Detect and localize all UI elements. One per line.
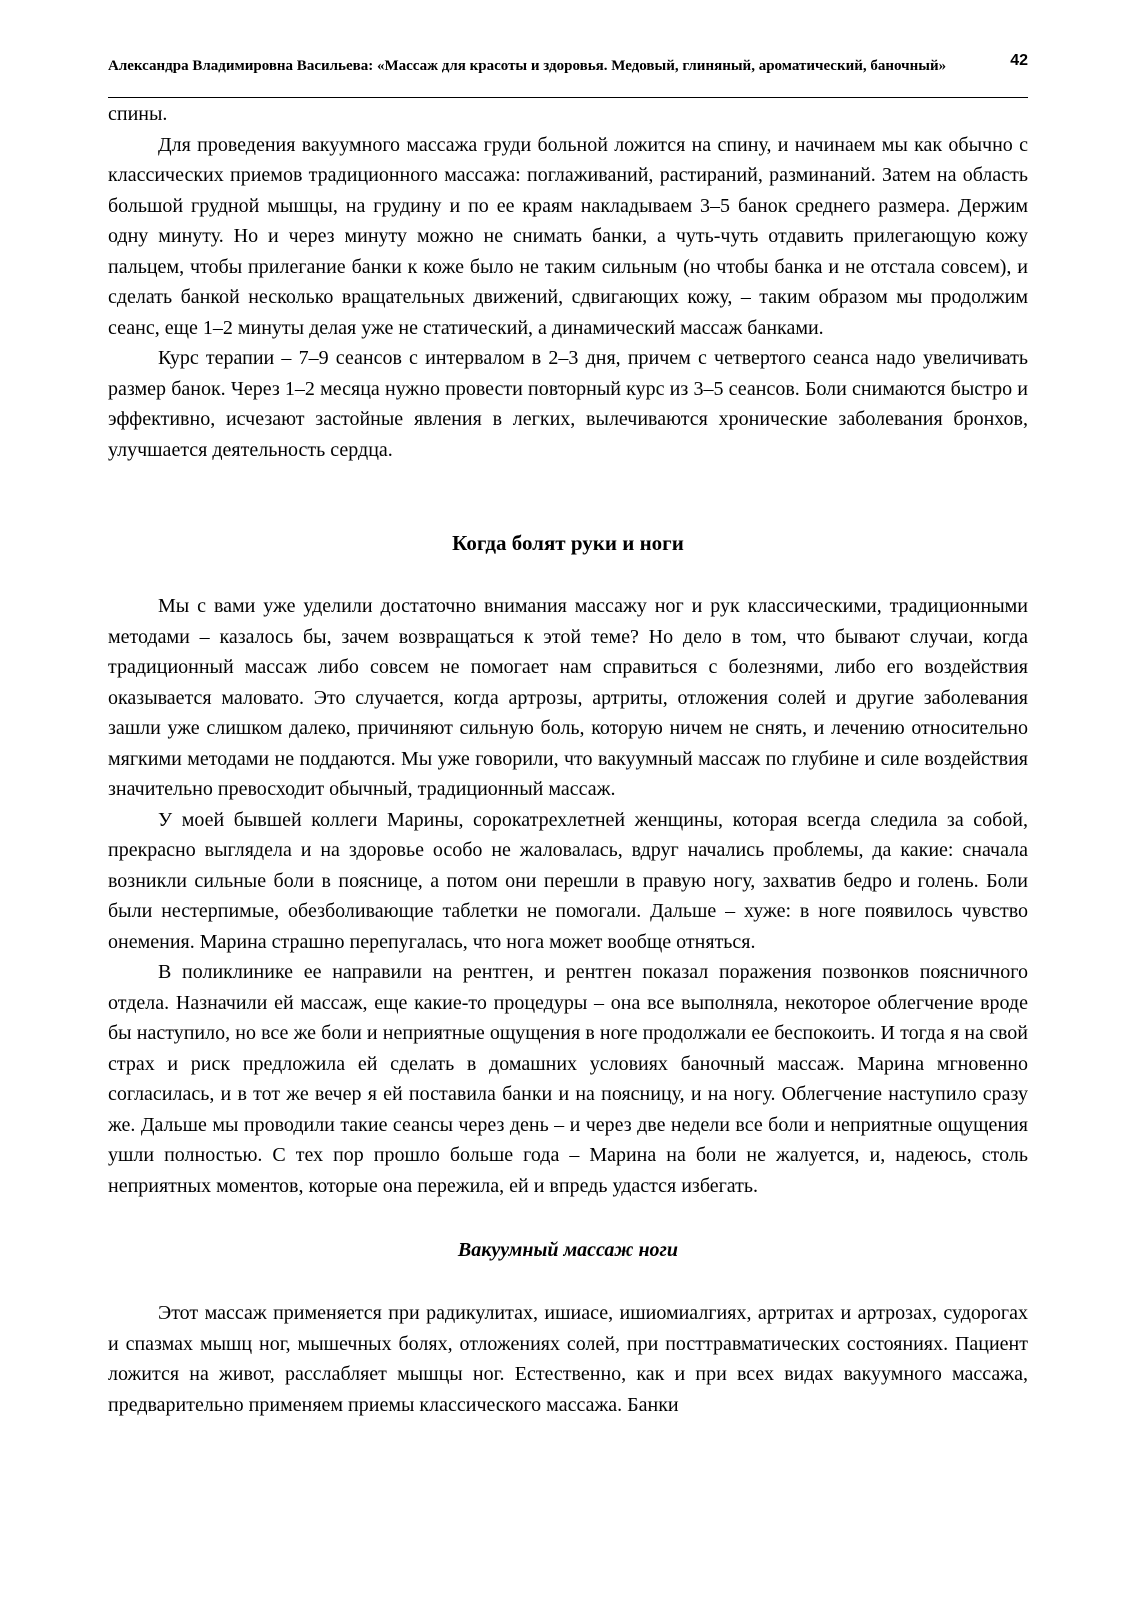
paragraph: Курс терапии – 7–9 сеансов с интервалом в 2–3 дня, причем с четвертого сеанса надо увеличивать размер банок. Через 1–2 месяца нужно провести повторный курс из 3–5 сеансов. Боли снимаются быстро и эффективно, исчезают застойные явления в легких, вылечиваются хронические заболевания бронхов, улучшается деятельность сердца. — [108, 347, 1028, 461]
paragraph: Для проведения вакуумного массажа груди больной ложится на спину, и начинаем мы как обычно с классических приемов традиционного массажа: поглаживаний, растираний, разминаний. Затем на область большой грудной мышцы, на грудину и по ее краям накладываем 3–5 банок среднего размера. Держим одну минуту. Но и через минуту можно не снимать банки, а чуть-чуть отдавить прилегающую кожу пальцем, чтобы прилегание банки к коже было не таким сильным (но чтобы банка и не отстала совсем), и сделать банкой несколько вращательных движений, сдвигающих кожу, – таким образом мы продолжим сеанс, еще 1–2 минуты делая уже не статический, а динамический массаж банками. — [108, 133, 1028, 339]
paragraph: У моей бывшей коллеги Марины, сорокатрехлетней женщины, которая всегда следила за собой, прекрасно выглядела и на здоровье особо не жаловалась, вдруг начались проблемы, да какие: сначала возникли сильные боли в пояснице, а потом они перешли в правую ногу, захватив бедро и голень. Боли были нестерпимые, обезболивающие таблетки не помогали. Дальше – хуже: в ноге появилось чувство онемения. Марина страшно перепугалась, что нога может вообще отняться. — [108, 808, 1028, 953]
continuation-line: спины. — [108, 103, 168, 125]
paragraph: Этот массаж применяется при радикулитах, ишиасе, ишиомиалгиях, артритах и артрозах, судорогах и спазмах мышц ног, мышечных болях, отложениях солей, при посттравматических состояниях. Пациент ложится на живот, расслабляет мышцы ног. Естественно, как и при всех видах вакуумного массажа, предварительно применяем приемы классического массажа. Банки — [108, 1302, 1028, 1416]
paragraph: В поликлинике ее направили на рентген, и рентген показал поражения позвонков поясничного отдела. Назначили ей массаж, еще какие-то процедуры – она все выполняла, некоторое облегчение вроде бы наступило, но все же боли и неприятные ощущения в ноге продолжали ее беспокоить. И тогда я на свой страх и риск предложила ей сделать в домашних условиях баночный массаж. Марина мгновенно согласилась, и в тот же вечер я ей поставила банки и на поясницу, и на ногу. Облегчение наступило сразу же. Дальше мы проводили такие сеансы через день – и через две недели все боли и неприятные ощущения ушли полностью. С тех пор прошло больше года – Марина на боли не жалуется, и, надеюсь, столь неприятных моментов, которые она пережила, ей и впредь удастся избегать. — [108, 961, 1028, 1197]
paragraph: Мы с вами уже уделили достаточно внимания массажу ног и рук классическими, традиционными методами – казалось бы, зачем возвращаться к этой теме? Но дело в том, что бывают случаи, когда традиционный массаж либо совсем не помогает нам справиться с болезнями, либо его воздействия оказывается маловато. Это случается, когда артрозы, артриты, отложения солей и другие заболевания зашли уже слишком далеко, причиняют сильную боль, которую ничем не снять, и лечению относительно мягкими методами не поддаются. Мы уже говорили, что вакуумный массаж по глубине и силе воздействия значительно превосходит обычный, традиционный массаж. — [108, 595, 1028, 800]
section-heading: Когда болят руки и ноги — [452, 531, 684, 555]
subsection-heading: Вакуумный массаж ноги — [457, 1239, 679, 1261]
running-title: Александра Владимировна Васильева: «Массаж для красоты и здоровья. Медовый, глиняный, ароматический, баночный» — [108, 58, 947, 74]
body-text — [108, 99, 1028, 1420]
page-number: 42 — [1010, 52, 1028, 69]
page-header — [108, 52, 1028, 98]
